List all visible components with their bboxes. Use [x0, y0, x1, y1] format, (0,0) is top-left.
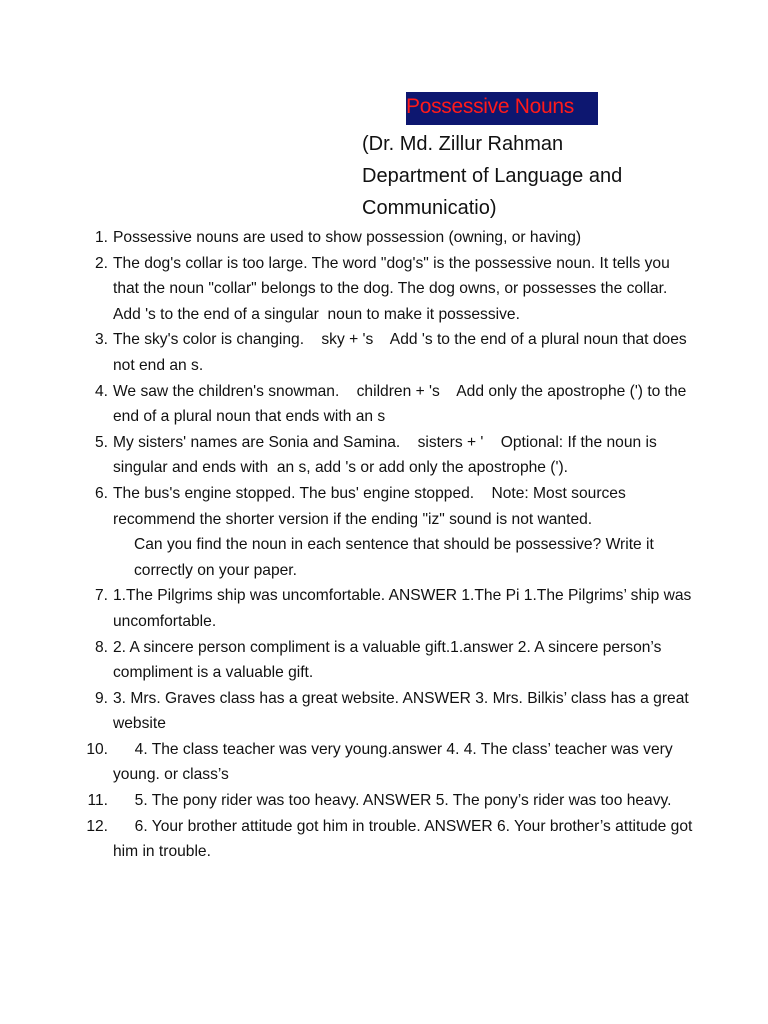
title-highlight — [406, 92, 598, 125]
list-item — [74, 737, 694, 788]
list-item — [74, 379, 694, 430]
list-item — [74, 481, 694, 532]
item-text: 3. Mrs. Graves class has a great website. ANSWER 3. Mrs. Bilkis’ class has a great website — [113, 689, 694, 733]
item-number: 8. — [94, 638, 108, 656]
author-line: (Dr. Md. Zillur Rahman — [362, 133, 564, 155]
item-number: 6. — [94, 484, 108, 502]
exercise-instruction — [74, 532, 694, 583]
list-item — [74, 327, 694, 378]
item-text: My sisters' names are Sonia and Samina. sisters + ' Optional: If the noun is singular and ends with an s, add 's or add only the apostrophe ('). — [113, 433, 662, 477]
item-text: 1.The Pilgrims ship was uncomfortable. ANSWER 1.The Pi 1.The Pilgrims’ ship was uncomfortable. — [113, 587, 696, 630]
page-title: Possessive Nouns — [406, 95, 574, 118]
author-line: Department of Language and — [362, 165, 623, 187]
author-line: Communicatio) — [362, 197, 497, 219]
list-item — [74, 583, 694, 634]
item-text: We saw the children's snowman. children + 's Add only the apostrophe (') to the end of a plural noun that ends with an s — [113, 382, 691, 426]
item-number: 3. — [94, 331, 108, 349]
author-block — [362, 128, 742, 224]
instruction-text: Can you find the noun in each sentence that should be possessive? Write it correctly on your paper. — [134, 536, 659, 579]
list-item — [74, 686, 694, 737]
item-text: 4. The class teacher was very young.answer 4. 4. The class’ teacher was very young. or class’s — [113, 740, 677, 784]
item-text: The bus's engine stopped. The bus' engine stopped. Note: Most sources recommend the shorter version if the ending "iz" sound is not wanted. — [113, 484, 631, 528]
item-number: 1. — [94, 229, 108, 246]
list-item — [74, 430, 694, 481]
item-text: Possessive nouns are used to show possession (owning, or having) — [113, 229, 582, 246]
list-item — [74, 251, 694, 328]
item-number: 2. — [94, 254, 108, 272]
item-number: 7. — [94, 587, 108, 605]
item-number: 10. — [86, 740, 108, 758]
item-number: 11. — [87, 792, 108, 810]
item-number: 9. — [94, 689, 108, 707]
content-list — [74, 225, 697, 865]
list-item — [74, 635, 694, 686]
item-text: 2. A sincere person compliment is a valuable gift.1.answer 2. A sincere person’s compliment is a valuable gift. — [113, 638, 666, 682]
list-item — [74, 814, 697, 865]
item-text: The sky's color is changing. sky + 's Add 's to the end of a plural noun that does not end an s. — [113, 331, 692, 374]
item-number: 4. — [94, 382, 108, 400]
item-number: 5. — [94, 433, 108, 451]
item-number: 12. — [86, 817, 108, 835]
item-text: The dog's collar is too large. The word "dog's" is the possessive noun. It tells you that the noun "collar" belongs to the dog. The dog owns, or possesses the collar. Add 's to the end of a singular noun to make it possessive. — [113, 254, 675, 323]
list-item — [74, 788, 694, 814]
list-item — [74, 225, 694, 251]
item-text: 6. Your brother attitude got him in trouble. ANSWER 6. Your brother’s attitude got him in trouble. — [113, 817, 697, 861]
item-text: 5. The pony rider was too heavy. ANSWER 5. The pony’s rider was too heavy. — [113, 792, 672, 810]
